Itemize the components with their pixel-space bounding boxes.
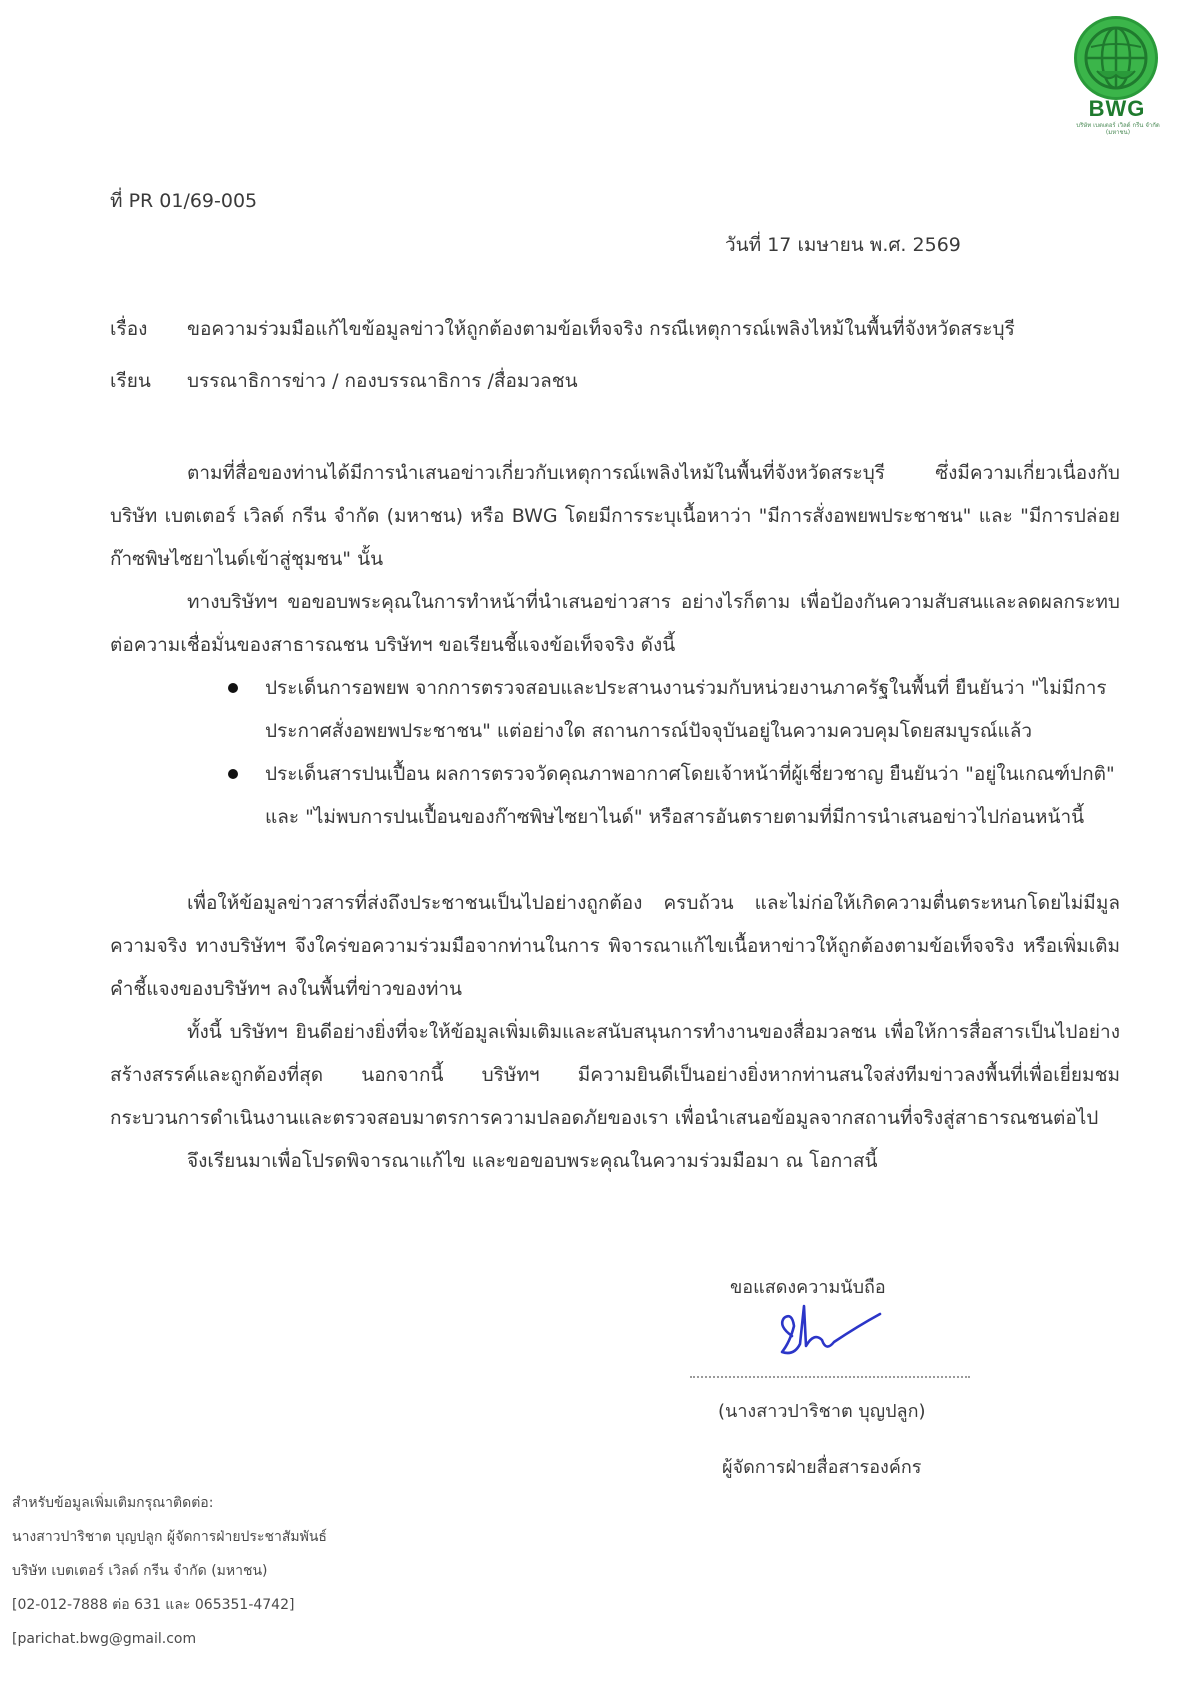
bullet-item [265, 667, 1120, 753]
logo-subtitle: บริษัท เบตเตอร์ เวิลด์ กรีน จำกัด (มหาชน) [1076, 122, 1160, 136]
signer-name: (นางสาวปาริชาต บุญปลูก) [718, 1401, 926, 1422]
bullet-item [265, 753, 1120, 839]
subject-label: เรื่อง [110, 318, 148, 340]
logo-wordmark: BWG [1088, 96, 1146, 121]
contact-company: บริษัท เบตเตอร์ เวิลด์ กรีน จำกัด (มหาชน) [12, 1563, 268, 1579]
body-paragraph: ทางบริษัทฯ ขอขอบพระคุณในการทำหน้าที่นำเสนอข่าวสาร อย่างไรก็ตาม เพื่อป้องกันความสับสนและลดผลกระทบต่อความเชื่อมั่นของสาธารณชน บริษัทฯ ขอเรียนชี้แจงข้อเท็จจริง ดังนี้ [110, 591, 1120, 656]
contact-heading: สำหรับข้อมูลเพิ่มเติมกรุณาติดต่อ: [12, 1495, 214, 1511]
contact-email[interactable]: [parichat.bwg@gmail.com [12, 1631, 197, 1647]
contact-info [12, 1486, 327, 1656]
recipient-text: บรรณาธิการข่าว / กองบรรณาธิการ /สื่อมวลชน [187, 370, 578, 392]
signature-icon [770, 1296, 890, 1356]
reference-number: ที่ PR 01/69-005 [110, 190, 258, 212]
contact-phone: [02-012-7888 ต่อ 631 และ 065351-4742] [12, 1597, 295, 1613]
closing-salutation: ขอแสดงความนับถือ [730, 1277, 886, 1298]
signer-title: ผู้จัดการฝ่ายสื่อสารองค์กร [722, 1457, 922, 1478]
contact-person: นางสาวปาริชาต บุญปลูก ผู้จัดการฝ่ายประชาสัมพันธ์ [12, 1529, 327, 1545]
body-section-intro [110, 452, 1120, 667]
subject-text: ขอความร่วมมือแก้ไขข้อมูลข่าวให้ถูกต้องตามข้อเท็จจริง กรณีเหตุการณ์เพลิงไหม้ในพื้นที่จังหวัดสระบุรี [187, 318, 1015, 340]
bullet-text: ประเด็นสารปนเปื้อน ผลการตรวจวัดคุณภาพอากาศโดยเจ้าหน้าที่ผู้เชี่ยวชาญ ยืนยันว่า "อยู่ในเกณฑ์ปกติ" และ "ไม่พบการปนเปื้อนของก๊าซพิษไซยาไนด์" หรือสารอันตรายตามที่มีการนำเสนอข่าวไปก่อนหน้านี้ [265, 763, 1115, 828]
signature-line [690, 1376, 970, 1378]
letter-date: วันที่ 17 เมษายน พ.ศ. 2569 [725, 234, 961, 256]
recipient-label: เรียน [110, 370, 151, 392]
bullet-icon [228, 683, 238, 693]
body-section-request [110, 882, 1120, 1183]
body-paragraph: ตามที่สื่อของท่านได้มีการนำเสนอข่าวเกี่ยวกับเหตุการณ์เพลิงไหม้ในพื้นที่จังหวัดสระบุรี ซึ่งมีความเกี่ยวเนื่องกับ บริษัท เบตเตอร์ เวิลด์ กรีน จำกัด (มหาชน) หรือ BWG โดยมีการระบุเนื้อหาว่า "มีการสั่งอพยพประชาชน" และ "มีการปล่อยก๊าซพิษไซยาไนด์เข้าสู่ชุมชน" นั้น [110, 462, 1120, 570]
body-paragraph: เพื่อให้ข้อมูลข่าวสารที่ส่งถึงประชาชนเป็นไปอย่างถูกต้อง ครบถ้วน และไม่ก่อให้เกิดความตื่นตระหนกโดยไม่มีมูลความจริง ทางบริษัทฯ จึงใคร่ขอความร่วมมือจากท่านในการ พิจารณาแก้ไขเนื้อหาข่าวให้ถูกต้องตามข้อเท็จจริง หรือเพิ่มเติมคำชี้แจงของบริษัทฯ ลงในพื้นที่ข่าวของท่าน [110, 892, 1120, 1000]
company-logo [1062, 16, 1172, 136]
bullet-text: ประเด็นการอพยพ จากการตรวจสอบและประสานงานร่วมกับหน่วยงานภาครัฐในพื้นที่ ยืนยันว่า "ไม่มีการประกาศสั่งอพยพประชาชน" แต่อย่างใด สถานการณ์ปัจจุบันอยู่ในความควบคุมโดยสมบูรณ์แล้ว [265, 677, 1107, 742]
body-paragraph: ทั้งนี้ บริษัทฯ ยินดีอย่างยิ่งที่จะให้ข้อมูลเพิ่มเติมและสนับสนุนการทำงานของสื่อมวลชน เพื่อให้การสื่อสารเป็นไปอย่างสร้างสรรค์และถูกต้องที่สุด นอกจากนี้ บริษัทฯ มีความยินดีเป็นอย่างยิ่งหากท่านสนใจส่งทีมข่าวลงพื้นที่เพื่อเยี่ยมชมกระบวนการดำเนินงานและตรวจสอบมาตรการความปลอดภัยของเรา เพื่อนำเสนอข้อมูลจากสถานที่จริงสู่สาธารณชนต่อไป [110, 1021, 1120, 1129]
body-paragraph: จึงเรียนมาเพื่อโปรดพิจารณาแก้ไข และขอขอบพระคุณในความร่วมมือมา ณ โอกาสนี้ [187, 1150, 878, 1172]
globe-icon [1074, 16, 1158, 100]
fact-bullet-list [265, 667, 1120, 839]
bullet-icon [228, 769, 238, 779]
